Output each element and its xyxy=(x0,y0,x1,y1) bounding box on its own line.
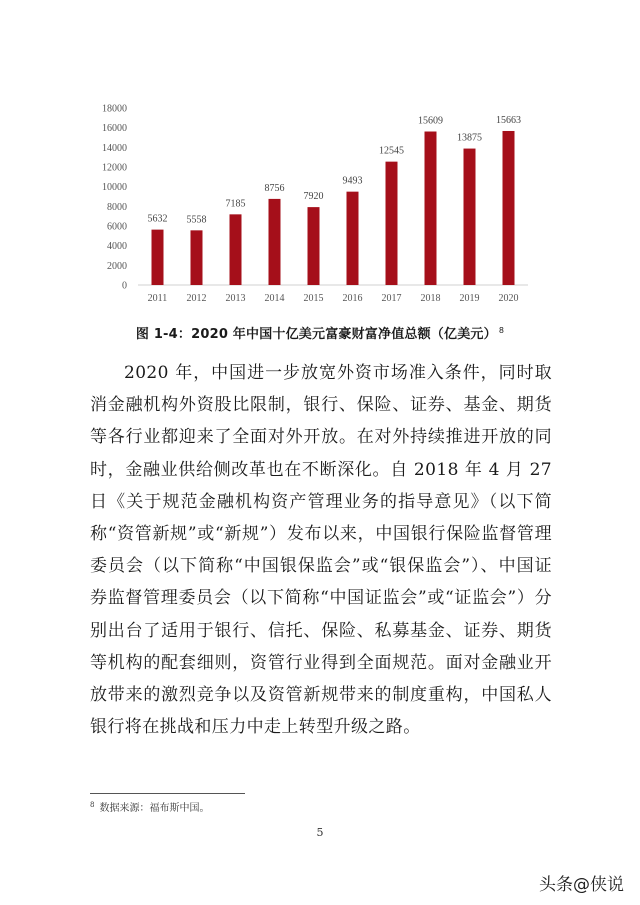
x-tick-label: 2013 xyxy=(225,293,246,304)
data-label: 13875 xyxy=(457,132,482,144)
figure-caption-text: 图 1-4：2020 年中国十亿美元富豪财富净值总额（亿美元） xyxy=(135,327,497,342)
x-tick-label: 2017 xyxy=(381,293,402,304)
footnote-marker: 8 xyxy=(90,800,95,809)
bar xyxy=(230,214,242,285)
y-tick-label: 10000 xyxy=(102,182,127,194)
x-tick-label: 2012 xyxy=(186,293,207,304)
data-label: 7185 xyxy=(225,198,246,210)
data-label: 12545 xyxy=(379,145,404,157)
x-tick-label: 2018 xyxy=(420,293,441,304)
page-number: 5 xyxy=(316,826,324,839)
bar xyxy=(347,192,359,285)
x-tick-label: 2016 xyxy=(342,293,363,304)
footnote xyxy=(90,799,209,814)
data-label: 15663 xyxy=(496,114,521,126)
watermark: 头条@侠说 xyxy=(539,875,624,895)
y-tick-label: 14000 xyxy=(102,142,127,154)
bar xyxy=(269,199,281,285)
y-tick-label: 0 xyxy=(122,280,127,292)
data-label: 9493 xyxy=(342,175,363,187)
bar-series xyxy=(152,131,515,285)
data-label: 5632 xyxy=(147,213,168,225)
bar xyxy=(425,132,437,285)
y-tick-label: 2000 xyxy=(107,260,127,272)
bar xyxy=(464,149,476,285)
data-label: 7920 xyxy=(303,191,324,203)
x-tick-label: 2019 xyxy=(459,293,480,304)
footnote-text: 数据来源：福布斯中国。 xyxy=(99,803,210,814)
figure-footnote-ref: 8 xyxy=(498,325,505,335)
x-tick-label: 2020 xyxy=(498,293,519,304)
data-label: 5558 xyxy=(186,214,207,226)
x-tick-label: 2011 xyxy=(147,293,168,304)
figure-caption xyxy=(0,323,640,342)
bar xyxy=(308,207,320,285)
y-tick-label: 4000 xyxy=(107,241,127,253)
footnote-separator xyxy=(90,793,245,794)
body-paragraph: 2020 年，中国进一步放宽外资市场准入条件，同时取消金融机构外资股比限制，银行、保险、证券、基金、期货等各行业都迎来了全面对外开放。在对外持续推进开放的同时，金融业供给侧改革也在不断深化。自 2018 年 4 月 27 日《关于规范金融机构资产管理业务的指导意见》（以下简称“资管新规”或“新规”）发布以来，中国银行保险监督管理委员会（以下简称“中国银保监会”或“银保监会”）、中国证券监督管理委员会（以下简称“中国证监会”或“证监会”）分别出台了适用于银行、信托、保险、私募基金、证券、期货等机构的配套细则，资管行业得到全面规范。面对金融业开放带来的激烈竞争以及资管新规带来的制度重构，中国私人银行将在挑战和压力中走上转型升级之路。 xyxy=(90,363,552,738)
y-tick-label: 18000 xyxy=(102,103,127,115)
y-tick-label: 16000 xyxy=(102,123,127,135)
x-tick-labels xyxy=(148,293,519,304)
data-label: 15609 xyxy=(418,115,443,127)
bar-chart xyxy=(0,95,640,310)
x-tick-label: 2014 xyxy=(264,293,285,304)
data-label: 8756 xyxy=(264,182,285,194)
bar xyxy=(386,162,398,285)
y-tick-label: 12000 xyxy=(102,162,127,174)
y-axis xyxy=(102,104,127,292)
bar xyxy=(191,230,203,285)
x-tick-label: 2015 xyxy=(303,293,324,304)
bar xyxy=(503,131,515,285)
y-tick-label: 8000 xyxy=(107,201,127,213)
bar xyxy=(152,230,164,285)
y-tick-label: 6000 xyxy=(107,221,127,233)
